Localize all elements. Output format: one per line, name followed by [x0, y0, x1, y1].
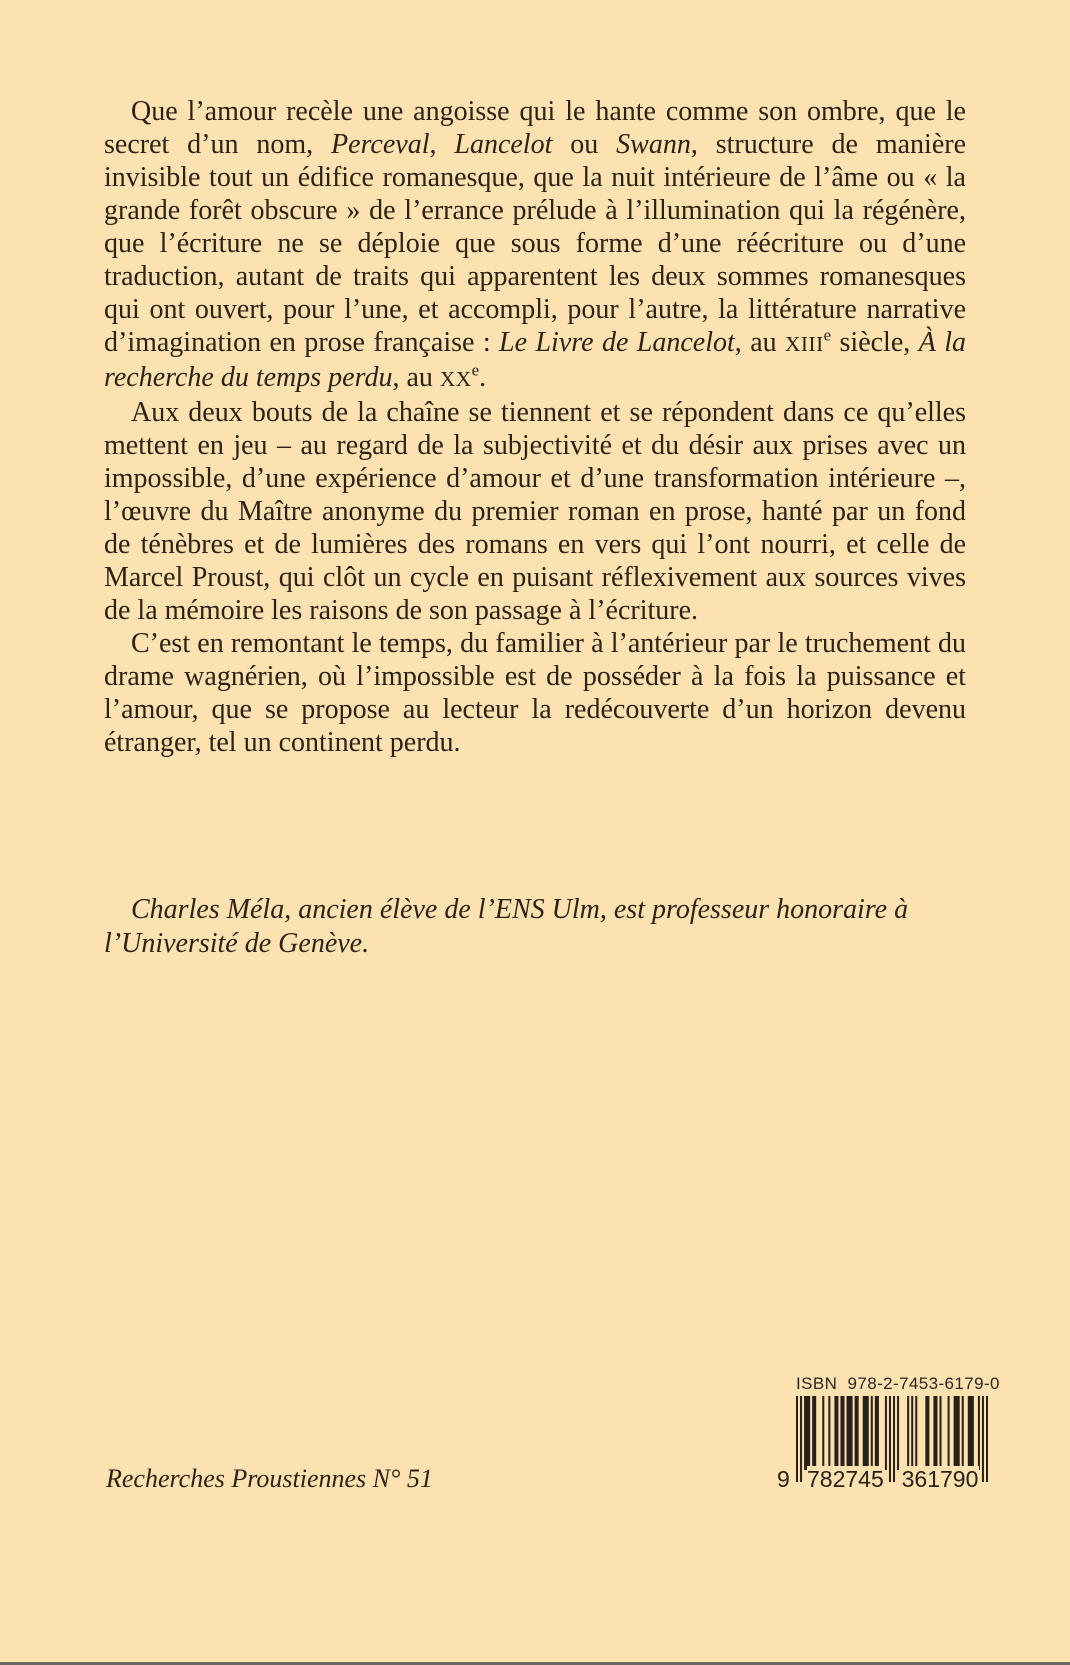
blurb: [104, 95, 966, 759]
blurb-paragraph-2: Aux deux bouts de la chaîne se tiennent et se répondent dans ce qu’elles mettent en jeu – au regard de la subjectivité et du désir aux prises avec un impossible, d’une expérience d’amour et d’une transformation intérieure –, l’œuvre du Maître anonyme du premier roman en prose, hanté par un fond de ténèbres et de lumières des romans en vers qui l’ont nourri, et celle de Marcel Proust, qui clôt un cycle en puisant réflexivement aux sources vives de la mémoire les raisons de son passage à l’écriture.: [104, 397, 966, 626]
collection-label: Recherches Proustiennes N° 51: [106, 1464, 433, 1493]
barcode: [777, 1374, 1000, 1496]
barcode-digits-right: 361790: [901, 1466, 979, 1492]
isbn-label: ISBN 978-2-7453-6179-0: [796, 1374, 1000, 1393]
barcode-digit-first: 9: [777, 1466, 790, 1492]
blurb-paragraph-3: C’est en remontant le temps, du familier à l’antérieur par le truchement du drame wagnérien, où l’impossible est de posséder à la fois la puissance et l’amour, que se propose au lecteur la redécouverte d’un horizon devenu étranger, tel un continent perdu.: [104, 628, 966, 758]
blurb-paragraph-1: Que l’amour recèle une angoisse qui le hante comme son ombre, que le secret d’un nom, Perceval, Lancelot ou Swann, structure de manière invisible tout un édifice romanesque, que la nuit intérieure de l’âme ou « la grande forêt obscure » de l’errance prélude à l’illumination qui la régénère, que l’écriture ne se déploie que sous forme d’une réécriture ou d’une traduction, autant de traits qui apparentent les deux sommes romanesques qui ont ouvert, pour l’une, et accompli, pour l’autre, la littérature narrative d’imagination en prose française : Le Livre de Lancelot, au XIIIe siècle, À la recherche du temps perdu, au XXe.: [104, 96, 967, 393]
author-bio: Charles Méla, ancien élève de l’ENS Ulm, est professeur honoraire à l’Université de Genève.: [104, 894, 909, 959]
barcode-digits-left: 782745: [807, 1466, 884, 1492]
